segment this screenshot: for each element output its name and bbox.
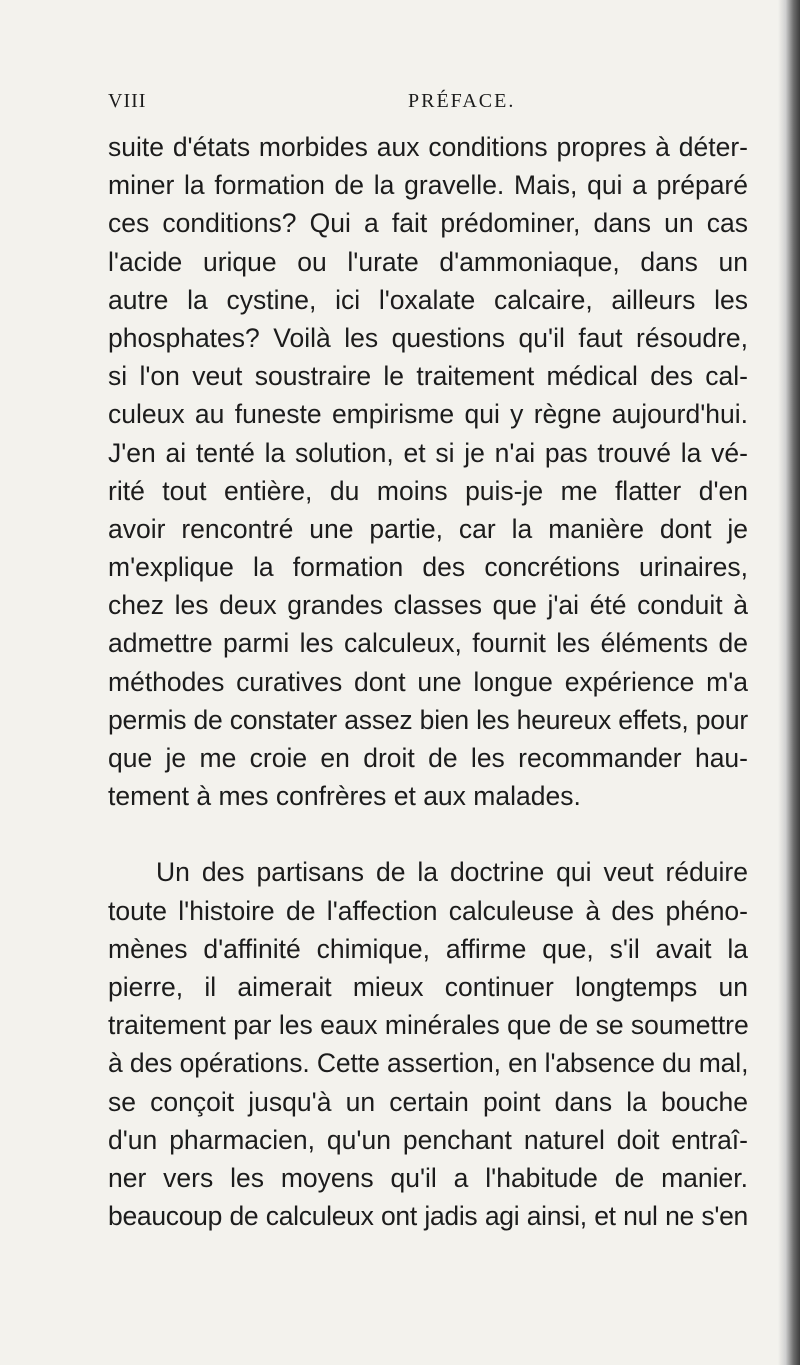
text-line: ner vers les moyens qu'il a l'habitude de manier. [108,1162,748,1193]
text-line: pierre, il aimerait mieux continuer longtemps un [108,971,748,1002]
paragraph-2 [108,853,748,1235]
text-line: à des opérations. Cette assertion, en l'absence du mal, [108,1048,749,1079]
page-number: VIII [108,90,147,112]
text-line: d'un pharmacien, qu'un penchant naturel doit entraî- [108,1124,748,1155]
text-line: chez les deux grandes classes que j'ai été conduit à [108,590,748,621]
text-line: se conçoit jusqu'à un certain point dans la bouche [108,1086,748,1117]
text-line: tement à mes confrères et aux malades. [108,781,581,812]
text-line: miner la formation de la gravelle. Mais, qui a préparé [108,170,748,201]
text-line: culeux au funeste empirisme qui y règne aujourd'hui. [108,399,748,430]
text-line: toute l'histoire de l'affection calculeuse à des phéno- [108,895,748,926]
text-line: traitement par les eaux minérales que de se soumettre [108,1010,749,1041]
text-line: m'explique la formation des concrétions urinaires, [108,552,748,583]
body-text [108,128,748,1235]
text-line: suite d'états morbides aux conditions propres à déter- [108,132,748,162]
text-line: beaucoup de calculeux ont jadis agi ainsi, et nul ne s'en [108,1201,748,1232]
text-line: admettre parmi les calculeux, fournit les éléments de [108,628,748,659]
text-line: Un des partisans de la doctrine qui veut réduire [156,857,748,888]
text-line: l'acide urique ou l'urate d'ammoniaque, dans un [108,246,748,277]
text-line: mènes d'affinité chimique, affirme que, s'il avait la [108,933,748,964]
running-title: PRÉFACE. [408,90,516,112]
text-line: permis de constater assez bien les heureux effets, pour [108,704,748,735]
text-line: méthodes curatives dont une longue expérience m'a [108,666,748,697]
page-edge-shadow [778,0,800,1365]
text-line: phosphates? Voilà les questions qu'il faut résoudre, [108,322,748,353]
text-line: si l'on veut soustraire le traitement médical des cal- [108,361,748,392]
page-header [108,90,748,120]
text-line: que je me croie en droit de les recommander hau- [108,743,748,773]
text-line: avoir rencontré une partie, car la manière dont je [108,513,748,544]
text-line: autre la cystine, ici l'oxalate calcaire, ailleurs les [108,284,748,315]
text-line: J'en ai tenté la solution, et si je n'ai pas trouvé la vé- [108,437,748,468]
text-line: rité tout entière, du moins puis-je me flatter d'en [108,475,748,506]
text-line: ces conditions? Qui a fait prédominer, dans un cas [108,208,748,239]
paragraph-1 [108,128,748,815]
paragraph-spacer [108,815,748,853]
